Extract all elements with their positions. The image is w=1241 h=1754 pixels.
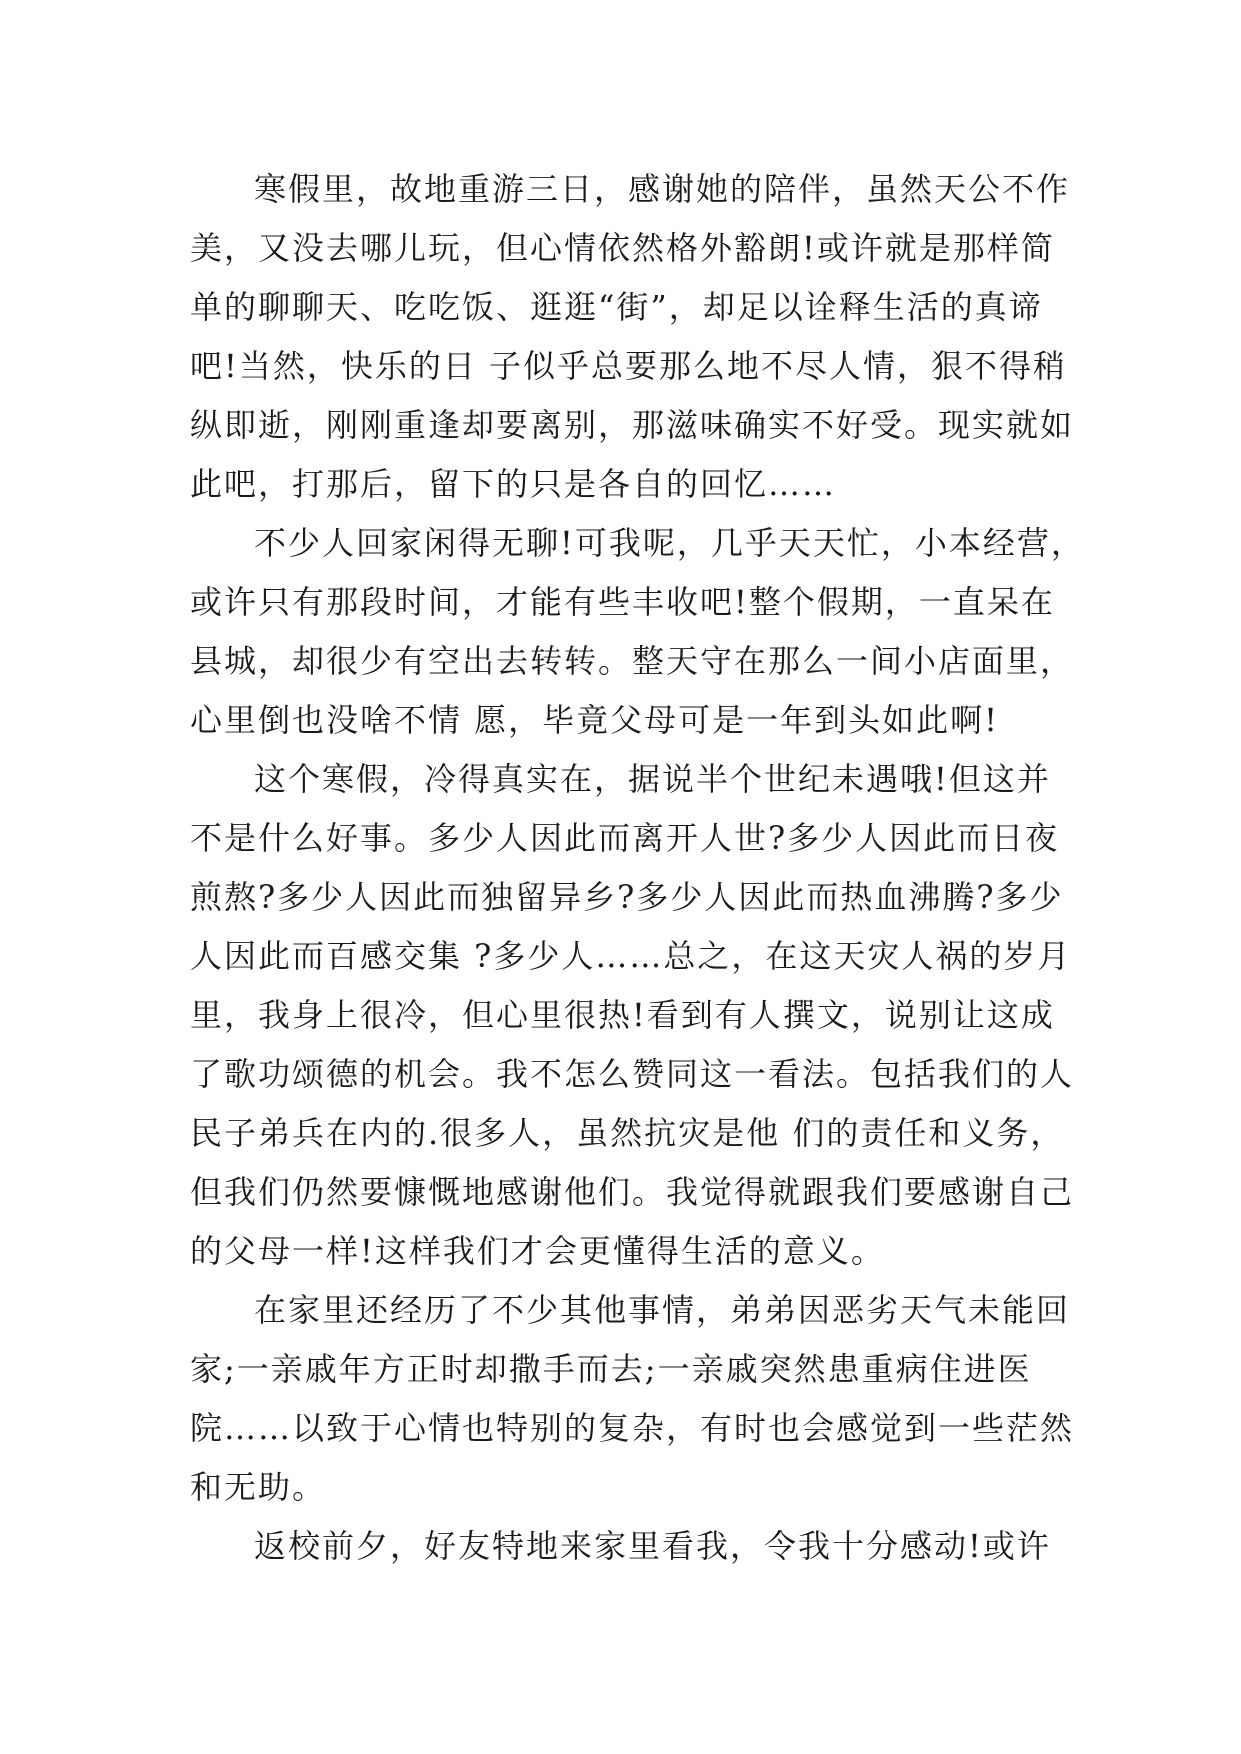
text-line: 单的聊聊天、吃吃饭、逛逛“街”，却足以诠释生活的真谛 [190, 288, 1043, 326]
text-line: 吧!当然，快乐的日 子似乎总要那么地不尽人情，狠不得稍 [190, 347, 1068, 385]
text-line: 院……以致于心情也特别的复杂，有时也会感觉到一些茫然 [190, 1409, 1075, 1447]
text-line: 民子弟兵在内的.很多人，虽然抗灾是他 们的责任和义务， [190, 1114, 1065, 1152]
text-line: 这个寒假，冷得真实在，据说半个世纪未遇哦!但这并 [254, 760, 1051, 798]
text-line: 和无助。 [190, 1468, 327, 1506]
paragraph-2 [190, 514, 1085, 750]
text-line: 不少人回家闲得无聊!可我呢，几乎天天忙，小本经营， [254, 524, 1085, 562]
text-line: 但我们仍然要慷慨地感谢他们。我觉得就跟我们要感谢自己 [190, 1173, 1075, 1211]
text-line: 返校前夕，好友特地来家里看我，令我十分感动!或许 [254, 1527, 1051, 1565]
text-line: 或许只有那段时间，才能有些丰收吧!整个假期，一直呆在 [190, 583, 1055, 621]
text-line: 此吧，打那后，留下的只是各自的回忆…… [190, 465, 837, 503]
text-line: 煎熬?多少人因此而独留异乡?多少人因此而热血沸腾?多少 [190, 878, 1064, 916]
text-line: 人因此而百感交集 ?多少人……总之，在这天灾人祸的岁月 [190, 937, 1072, 975]
text-line: 里，我身上很冷，但心里很热!看到有人撰文，说别让这成 [190, 996, 1055, 1034]
paragraph-4 [190, 1281, 1075, 1517]
text-line: 家;一亲戚年方正时却撒手而去;一亲戚突然患重病住进医 [190, 1350, 1032, 1388]
text-line: 美，又没去哪儿玩，但心情依然格外豁朗!或许就是那样简 [190, 229, 1055, 267]
text-line: 的父母一样!这样我们才会更懂得生活的意义。 [190, 1232, 885, 1270]
text-line: 心里倒也没啥不情 愿，毕竟父母可是一年到头如此啊! [190, 701, 1000, 739]
text-line: 不是什么好事。多少人因此而离开人世?多少人因此而日夜 [190, 819, 1060, 857]
paragraph-3 [190, 750, 1075, 1281]
text-line: 在家里还经历了不少其他事情，弟弟因恶劣天气未能回 [254, 1291, 1071, 1329]
text-line: 县城，却很少有空出去转转。整天守在那么一间小店面里， [190, 642, 1075, 680]
text-line: 寒假里，故地重游三日，感谢她的陪伴，虽然天公不作 [254, 170, 1071, 208]
paragraph-1 [190, 160, 1075, 514]
document-body [190, 160, 1085, 1576]
paragraph-5 [190, 1517, 1070, 1576]
text-line: 了歌功颂德的机会。我不怎么赞同这一看法。包括我们的人 [190, 1055, 1075, 1093]
text-line: 纵即逝，刚刚重逢却要离别，那滋味确实不好受。现实就如 [190, 406, 1075, 444]
